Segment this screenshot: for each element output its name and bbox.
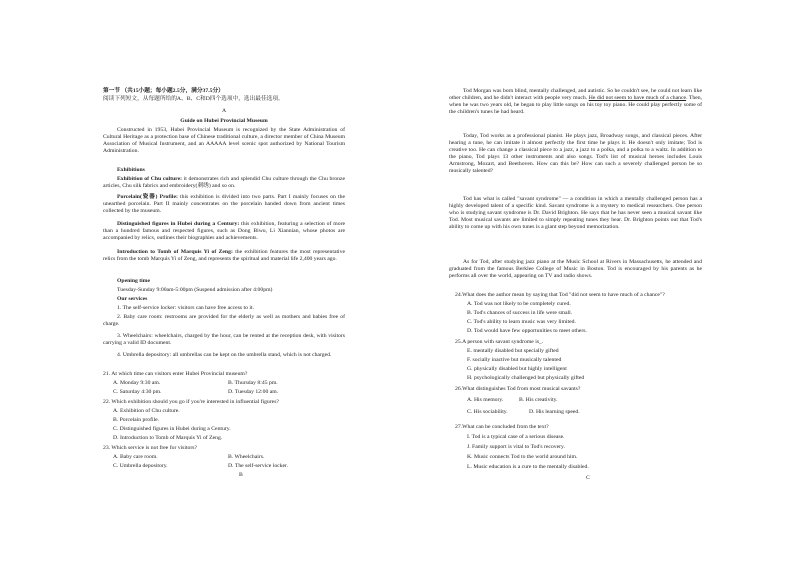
passage-letter-a: A <box>221 108 227 114</box>
exhibition-text: it demonstrates rich and splendid Chu culture through the Chu bronze articles, Chu silk fabrics and embroidery(刺绣) and so on. <box>103 176 345 189</box>
option-25h: H. psychologically challenged but physically gifted <box>467 375 585 381</box>
service-locker: 1. The self-service locker: visitors can have free access to it. <box>117 305 254 311</box>
option-26d: D. His learning speed. <box>529 409 580 415</box>
service-wheelchairs: 3. Wheelchairs: wheelchairs, charged by the hour, can be rented at the reception desk, with visitors carrying a valid ID document. <box>103 333 345 346</box>
question-22: 22. Which exhibition should you go if you're interested in influential figures? <box>103 399 279 405</box>
question-26: 26.What distinguishes Tod from most musical savants? <box>455 386 581 392</box>
tod-paragraph-3: Tod has what is called "savant syndrome" — a condition in which a mentally challenged person has a highly developed talent of a specific kind. Savant syndrome is a mystery to medical researchers. One person who is studying savant syndrome is Dr. David Brighton. He says that he has never seen a musical savant like Tod. Most musical savants are limited to simply repeating tunes they hear. Dr. Brighton points out that Tod's ability to come up with his own tunes is a giant step beyond memorization. <box>449 196 702 230</box>
exhibition-label: Distinguished figures in Hubei during a Century: <box>117 221 240 227</box>
tod-paragraph-1 <box>449 88 702 116</box>
option-24d: D. Tod would have few opportunities to meet others. <box>467 328 587 334</box>
option-22a: A. Exhibition of Chu culture. <box>113 408 180 414</box>
section-heading: 第一节 （共15小题；每小题2.5分，满分37.5分） <box>103 88 224 94</box>
exhibition-chu-culture <box>103 176 345 190</box>
question-24: 24.What does the author mean by saying that Tod "did not seem to have much of a chance"? <box>455 292 665 298</box>
question-25: 25.A person with savant syndrome is_. <box>455 339 544 345</box>
option-26c: C. His sociability. <box>467 409 508 415</box>
option-26a: A. His memory. <box>467 397 504 403</box>
exhibitions-heading: Exhibitions <box>117 167 145 173</box>
exhibition-distinguished-figures <box>103 221 345 242</box>
services-heading: Our services <box>117 296 148 302</box>
instruction-text: 阅读下列短文，从每题所给的A、B、C和D四个选项中，选出最佳选项。 <box>103 96 284 102</box>
option-23a: A. Baby care room. <box>113 454 158 460</box>
option-22b: B. Porcelain profile. <box>113 417 160 423</box>
tod-paragraph-2: Today, Tod works as a professional pianist. He plays jazz, Broadway songs, and classical pieces. After hearing a tune, he can imitate it almost perfectly the first time he plays it. He doesn't only imitate; Tod is creative too. He can change a classical piece to a jazz, a jazz to a polka, and a polka to a waltz. In addition to the piano, Tod plays 13 other instruments and also songs. Tod's list of musical heroes includes Louis Armstrong, Mozart, and Beethoven. How can this be? How can such a severely challenged person be so musically talented? <box>449 133 702 174</box>
exhibition-label: Exhibition of Chu culture: <box>117 176 183 182</box>
service-baby-care: 2. Baby care room: restrooms are provided for the elderly as well as mothers and babies free of charge. <box>103 314 345 327</box>
exhibition-label: Porcelain(瓷器) Profile: <box>117 194 178 200</box>
option-27i: I. Tod is a typical case of a serious disease. <box>467 434 565 440</box>
exhibition-porcelain <box>103 194 345 215</box>
option-26b: B. His creativity. <box>519 397 558 403</box>
option-21a: A. Monday 9:30 am. <box>113 380 161 386</box>
underlined-phrase: He did not seem to have much of a chance <box>588 95 687 101</box>
opening-time-text: Tuesday-Sunday 9:00am-5:00pm (Suspend admission after 4:00pm) <box>117 287 273 293</box>
option-21b: B. Thursday 8:45 pm. <box>228 380 278 386</box>
option-21c: C. Saturday 4:30 pm. <box>113 389 162 395</box>
option-25f: F. socially inactive but musically talented <box>467 357 562 363</box>
option-23b: B. Wheelchairs. <box>228 454 265 460</box>
option-22d: D. Introduction to Tomb of Marquis Yi of Zeng. <box>113 435 223 441</box>
option-24b: B. Tod's chances of success in life were small. <box>467 310 573 316</box>
option-27j: J. Family support is vital to Tod's recovery. <box>467 444 565 450</box>
option-25e: E. mentally disabled but specially gifted <box>467 348 559 354</box>
opening-time-heading: Opening time <box>117 278 151 284</box>
option-25g: G. physically disabled but highly intelligent <box>467 366 567 372</box>
exhibition-text: the exhibition features the most representative relics from the tomb Marquis Yi of Zeng, and represents the spiritual and material life 2,400 years ago. <box>103 249 345 262</box>
paragraph-text: . Then, when he was two years old, he began to play little songs on his toy toy piano. He could play perfectly some of the children's tunes he had heard. <box>449 95 703 115</box>
service-umbrella: 4. Umbrella depository: all umbrellas can be kept on the umbrella stand, which is not charged. <box>117 352 332 358</box>
intro-paragraph: Constructed in 1953, Hubei Provincial Museum is recognized by the State Administration of Cultural Heritage as a protection base of Chinese traditional culture, a director member of China Museum Association of Musical Instrument, and an AAAAA level scenic spot authorized by National Tourism Administration. <box>103 127 345 154</box>
option-27l: L. Music education is a cure to the mentally disabled. <box>467 464 589 470</box>
exhibition-text: this exhibition is divided into two parts. Part I mainly focuses on the unearthed porcelain. Part II mainly concentrates on the porcelain handed down from ancient times collected by the museum. <box>103 194 345 214</box>
passage-title: Guide on Hubei Provincial Museum <box>180 118 268 124</box>
option-23c: C. Umbrella depository. <box>113 463 168 469</box>
question-21: 21. At which time can visitors enter Hubei Provincial museum? <box>103 371 248 377</box>
tod-paragraph-4: As for Tod, after studying jazz piano at the Music School at Rivers in Massachusetts, he attended and graduated from the famous Berklee College of Music in Boston. Tod is encouraged by his parents as he performs all over the world, appearing on TV and radio shows. <box>449 259 702 279</box>
exhibition-label: Introduction to Tomb of Marquis Yi of Zeng: <box>117 249 233 255</box>
question-23: 23. Which service is not free for visitors? <box>103 445 198 451</box>
option-24c: C. Tod's ability to learn music was very limited. <box>467 319 576 325</box>
option-24a: A. Tod was not likely to be completely cured. <box>467 301 571 307</box>
exhibition-text: this exhibition, featuring a selection of more than a hundred famous and respected figures, such as Dong Biwu, Li Xiannian, whose photos are accompanied by relics, outlines their biographies and achievements. <box>103 221 345 241</box>
passage-letter-b: B <box>239 472 243 478</box>
paragraph-text: Tod Morgan was born blind, mentally challenged, and autistic. So he couldn't see, he could not learn like other children, and he didn't interact with people very much. <box>449 88 702 101</box>
option-22c: C. Distinguished figures in Hubei during a Century. <box>113 426 231 432</box>
option-23d: D. The self-service locker. <box>228 463 289 469</box>
question-27: 27.What can be concluded from the text? <box>455 424 549 430</box>
option-21d: D. Tuesday 12:00 am. <box>228 389 279 395</box>
option-27k: K. Music connects Tod to the world around him. <box>467 454 578 460</box>
passage-letter-c: C <box>586 475 590 481</box>
exhibition-tomb-marquis <box>103 249 345 263</box>
